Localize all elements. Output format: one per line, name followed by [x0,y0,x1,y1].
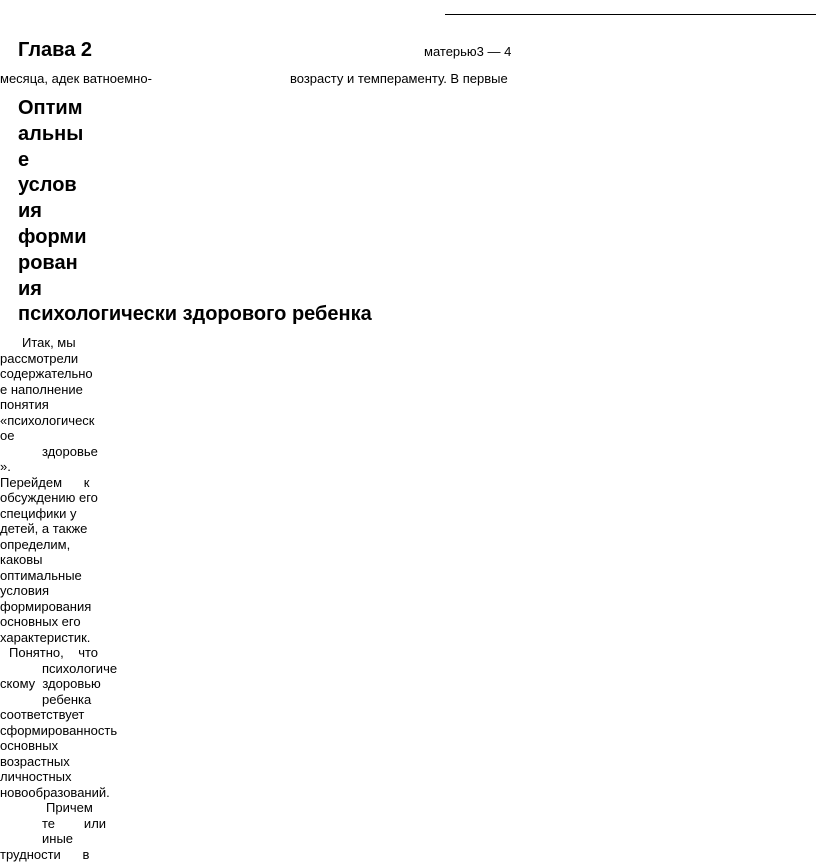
body-line: характеристик. [0,630,117,646]
body-line: новообразований. [0,785,117,801]
section-title-line: ия [18,277,372,303]
chapter-label: Глава 2 [18,38,92,62]
body-line: детей, а также [0,521,117,537]
header-rule [445,14,816,15]
body-line: оптимальные [0,568,117,584]
body-line: соответствует [0,707,117,723]
body-line: специфики у [0,506,117,522]
body-line: личностных [0,769,117,785]
section-title-line: рован [18,251,372,277]
body-line: рассмотрели [0,351,117,367]
body-line: ребенка [0,692,117,708]
running-fragment-right: возрасту и темпераменту. В первые [290,71,508,87]
body-line: сформированность [0,723,117,739]
running-fragment-top: матерью3 — 4 [424,44,511,60]
body-line: определим, [0,537,117,553]
body-line: ». [0,459,117,475]
body-line: психологиче [0,661,117,677]
body-line: здоровье [0,444,117,460]
body-line: содержательно [0,366,117,382]
body-line: «психологическ [0,413,117,429]
section-title [18,96,372,328]
body-line: трудности в [0,847,117,862]
body-line: каковы [0,552,117,568]
body-line: основных его [0,614,117,630]
section-title-line: ия [18,199,372,225]
body-line: обсуждению его [0,490,117,506]
body-line: понятия [0,397,117,413]
section-title-line: услов [18,173,372,199]
section-title-line: форми [18,225,372,251]
section-title-line: альны [18,122,372,148]
body-line: возрастных [0,754,117,770]
body-line: формирования [0,599,117,615]
body-line: ое [0,428,117,444]
section-title-line: Оптим [18,96,372,122]
section-title-line: психологически здорового ребенка [18,302,372,328]
running-fragment-left: месяца, адек ватноемно- [0,71,152,87]
body-line: иные [0,831,117,847]
body-text [0,335,117,862]
body-line: условия [0,583,117,599]
body-line: Понятно, что [0,645,117,661]
body-line: Причем [0,800,117,816]
body-line: е наполнение [0,382,117,398]
section-title-line: е [18,148,372,174]
body-line: Итак, мы [0,335,117,351]
body-line: Перейдем к [0,475,117,491]
body-line: основных [0,738,117,754]
body-line: скому здоровью [0,676,117,692]
body-line: те или [0,816,117,832]
